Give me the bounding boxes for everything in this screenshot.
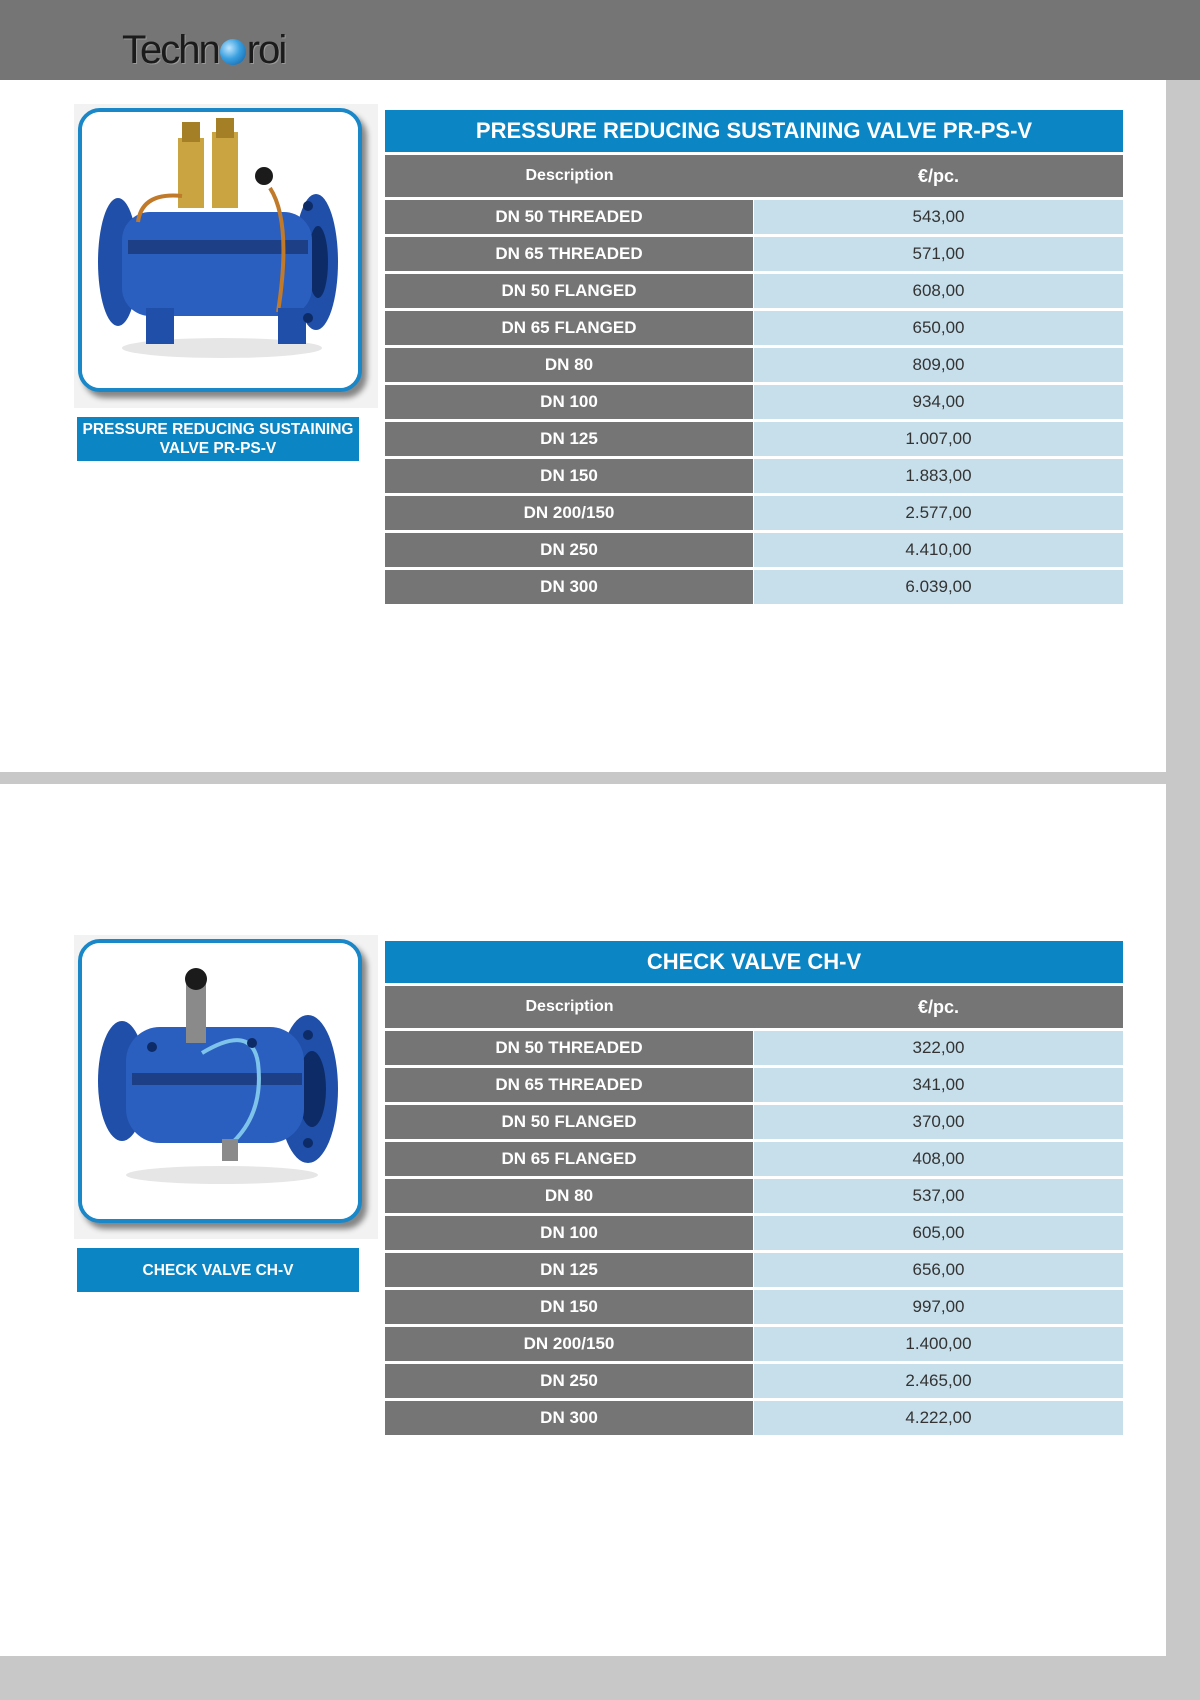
table-row bbox=[385, 237, 1123, 271]
row-price: 1.883,00 bbox=[754, 459, 1123, 493]
table-row bbox=[385, 533, 1123, 567]
page-header bbox=[0, 0, 1200, 80]
row-description: DN 250 bbox=[385, 1364, 753, 1398]
row-price: 1.007,00 bbox=[754, 422, 1123, 456]
table-row bbox=[385, 1401, 1123, 1435]
header-price: €/pc. bbox=[917, 166, 960, 186]
row-price: 4.410,00 bbox=[754, 533, 1123, 567]
row-description: DN 250 bbox=[385, 533, 753, 567]
header-description: Description bbox=[525, 167, 614, 184]
row-price: 605,00 bbox=[754, 1216, 1123, 1250]
row-price: 322,00 bbox=[754, 1031, 1123, 1065]
row-description: DN 100 bbox=[385, 1216, 753, 1250]
table-row bbox=[385, 385, 1123, 419]
price-table bbox=[385, 941, 1123, 1438]
row-price: 543,00 bbox=[754, 200, 1123, 234]
check-valve-illustration bbox=[82, 943, 358, 1219]
header-price: €/pc. bbox=[917, 997, 960, 1017]
row-price: 1.400,00 bbox=[754, 1327, 1123, 1361]
row-price: 408,00 bbox=[754, 1142, 1123, 1176]
price-table-header bbox=[385, 986, 1123, 1028]
row-description: DN 50 FLANGED bbox=[385, 1105, 753, 1139]
technoroi-logo bbox=[122, 28, 285, 72]
row-description: DN 50 THREADED bbox=[385, 1031, 753, 1065]
row-price: 997,00 bbox=[754, 1290, 1123, 1324]
price-table bbox=[385, 110, 1123, 607]
table-row bbox=[385, 1290, 1123, 1324]
row-price: 809,00 bbox=[754, 348, 1123, 382]
price-table-header bbox=[385, 155, 1123, 197]
price-table-title: CHECK VALVE CH-V bbox=[385, 941, 1123, 983]
row-description: DN 80 bbox=[385, 1179, 753, 1213]
table-row bbox=[385, 200, 1123, 234]
table-row bbox=[385, 459, 1123, 493]
table-row bbox=[385, 570, 1123, 604]
row-description: DN 50 THREADED bbox=[385, 200, 753, 234]
row-description: DN 50 FLANGED bbox=[385, 274, 753, 308]
table-row bbox=[385, 1105, 1123, 1139]
price-table-title: PRESSURE REDUCING SUSTAINING VALVE PR-PS-V bbox=[385, 110, 1123, 152]
product-caption: PRESSURE REDUCING SUSTAINING VALVE PR-PS-V bbox=[77, 417, 359, 461]
table-row bbox=[385, 422, 1123, 456]
row-price: 341,00 bbox=[754, 1068, 1123, 1102]
row-price: 537,00 bbox=[754, 1179, 1123, 1213]
row-description: DN 100 bbox=[385, 385, 753, 419]
row-description: DN 200/150 bbox=[385, 496, 753, 530]
row-description: DN 65 THREADED bbox=[385, 1068, 753, 1102]
table-row bbox=[385, 1253, 1123, 1287]
pressure-valve-illustration bbox=[82, 112, 358, 388]
row-description: DN 200/150 bbox=[385, 1327, 753, 1361]
table-row bbox=[385, 1142, 1123, 1176]
product-image-frame bbox=[78, 939, 362, 1223]
row-description: DN 65 THREADED bbox=[385, 237, 753, 271]
row-price: 6.039,00 bbox=[754, 570, 1123, 604]
table-row bbox=[385, 1327, 1123, 1361]
table-row bbox=[385, 1364, 1123, 1398]
row-description: DN 65 FLANGED bbox=[385, 311, 753, 345]
row-price: 2.465,00 bbox=[754, 1364, 1123, 1398]
row-price: 934,00 bbox=[754, 385, 1123, 419]
product-image-card bbox=[74, 104, 378, 408]
table-row bbox=[385, 1031, 1123, 1065]
table-row bbox=[385, 311, 1123, 345]
row-description: DN 300 bbox=[385, 1401, 753, 1435]
row-price: 608,00 bbox=[754, 274, 1123, 308]
row-description: DN 150 bbox=[385, 459, 753, 493]
table-row bbox=[385, 1216, 1123, 1250]
product-image-card bbox=[74, 935, 378, 1239]
row-description: DN 80 bbox=[385, 348, 753, 382]
table-row bbox=[385, 1068, 1123, 1102]
globe-icon bbox=[220, 39, 246, 65]
table-row bbox=[385, 496, 1123, 530]
product-caption: CHECK VALVE CH-V bbox=[77, 1248, 359, 1292]
table-row bbox=[385, 348, 1123, 382]
row-description: DN 150 bbox=[385, 1290, 753, 1324]
row-price: 656,00 bbox=[754, 1253, 1123, 1287]
row-price: 370,00 bbox=[754, 1105, 1123, 1139]
product-panel-pr-ps-v bbox=[0, 80, 1166, 772]
header-description: Description bbox=[525, 998, 614, 1015]
logo-text-right: roi bbox=[246, 28, 286, 72]
row-price: 2.577,00 bbox=[754, 496, 1123, 530]
row-price: 650,00 bbox=[754, 311, 1123, 345]
table-row bbox=[385, 1179, 1123, 1213]
row-description: DN 65 FLANGED bbox=[385, 1142, 753, 1176]
logo-text-left: Techn bbox=[122, 28, 219, 72]
row-description: DN 125 bbox=[385, 1253, 753, 1287]
product-image-frame bbox=[78, 108, 362, 392]
row-description: DN 125 bbox=[385, 422, 753, 456]
table-row bbox=[385, 274, 1123, 308]
row-price: 4.222,00 bbox=[754, 1401, 1123, 1435]
product-panel-ch-v bbox=[0, 784, 1166, 1656]
row-price: 571,00 bbox=[754, 237, 1123, 271]
row-description: DN 300 bbox=[385, 570, 753, 604]
